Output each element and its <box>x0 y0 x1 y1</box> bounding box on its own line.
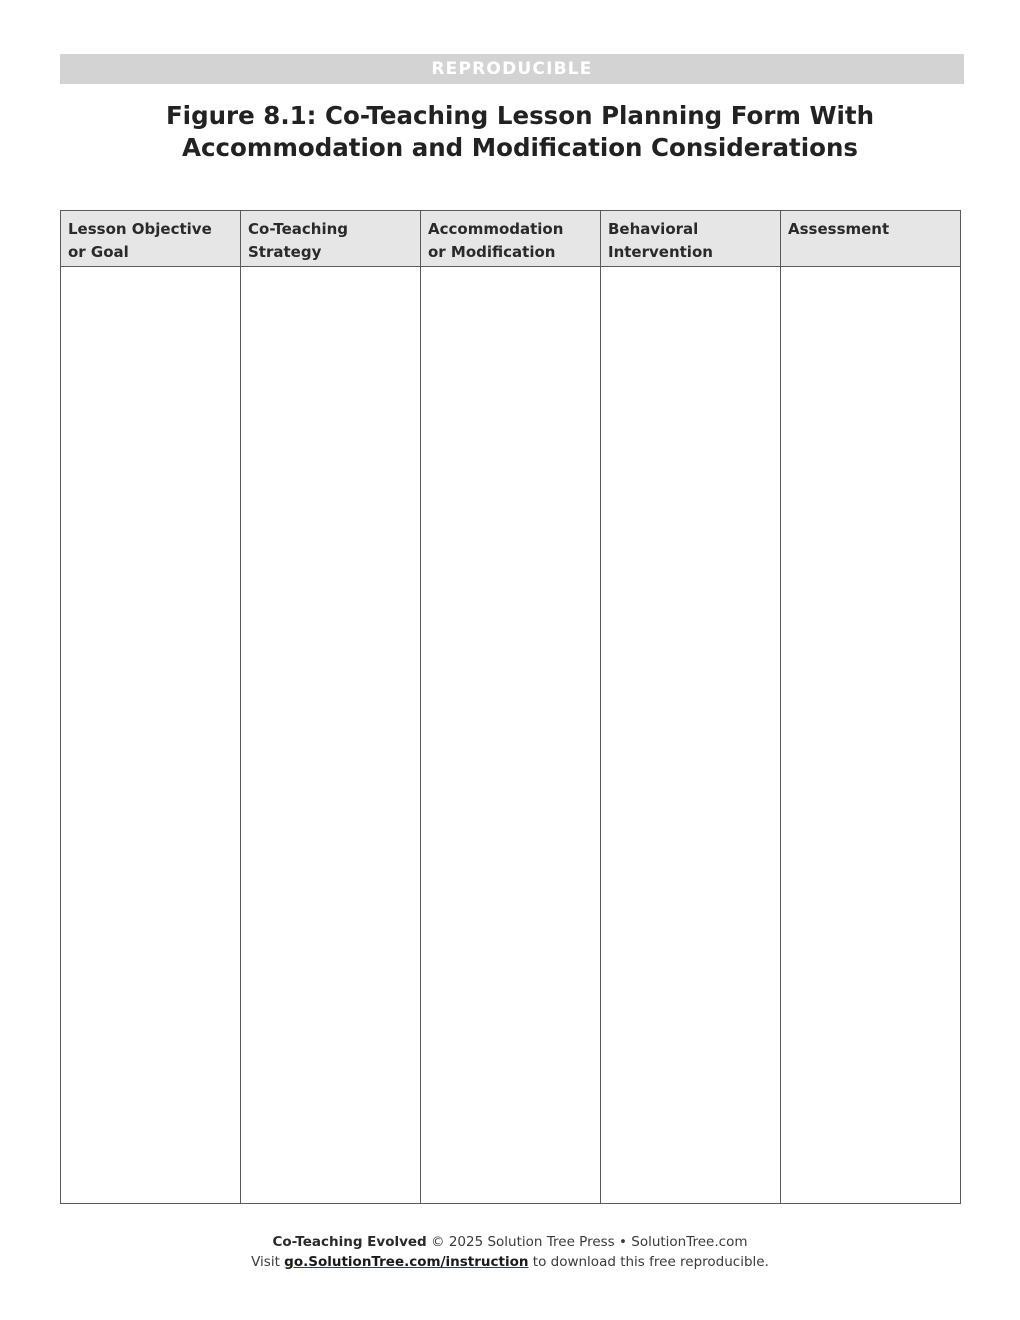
banner-label: REPRODUCIBLE <box>431 59 593 79</box>
footer-visit-prefix: Visit <box>251 1254 285 1270</box>
column-header-label: Assessment <box>788 220 890 238</box>
page-title-line-1: Figure 8.1: Co-Teaching Lesson Planning Form With <box>165 101 875 130</box>
column-header-assessment <box>781 211 961 267</box>
column-header-label: Co-Teaching Strategy <box>248 220 348 261</box>
page-title-line-2: Accommodation and Modification Considerations <box>182 133 858 162</box>
footer-visit-line <box>0 1252 1020 1272</box>
page-footer <box>0 1232 1020 1272</box>
cell-accommodation[interactable] <box>421 267 601 1204</box>
cell-lesson-objective[interactable] <box>61 267 241 1204</box>
column-header-behavioral-intervention <box>601 211 781 267</box>
column-header-label: Accommodation or Modification <box>428 220 564 261</box>
cell-co-teaching-strategy[interactable] <box>241 267 421 1204</box>
table-header-row <box>61 211 961 267</box>
column-header-label: Behavioral Intervention <box>608 220 713 261</box>
footer-copyright: © 2025 Solution Tree Press • SolutionTree.com <box>426 1234 748 1250</box>
reproducible-banner <box>60 54 964 84</box>
cell-assessment[interactable] <box>781 267 961 1204</box>
column-header-label: Lesson Objective or Goal <box>68 220 212 261</box>
lesson-planning-table <box>60 210 961 1204</box>
footer-download-link[interactable]: go.SolutionTree.com/instruction <box>284 1254 529 1270</box>
column-header-accommodation <box>421 211 601 267</box>
footer-book-title: Co-Teaching Evolved <box>272 1234 427 1250</box>
table-row <box>61 267 961 1204</box>
column-header-co-teaching-strategy <box>241 211 421 267</box>
footer-copyright-line <box>0 1232 1020 1252</box>
footer-visit-suffix: to download this free reproducible. <box>528 1254 769 1270</box>
page-title <box>60 100 980 164</box>
cell-behavioral-intervention[interactable] <box>601 267 781 1204</box>
column-header-lesson-objective <box>61 211 241 267</box>
